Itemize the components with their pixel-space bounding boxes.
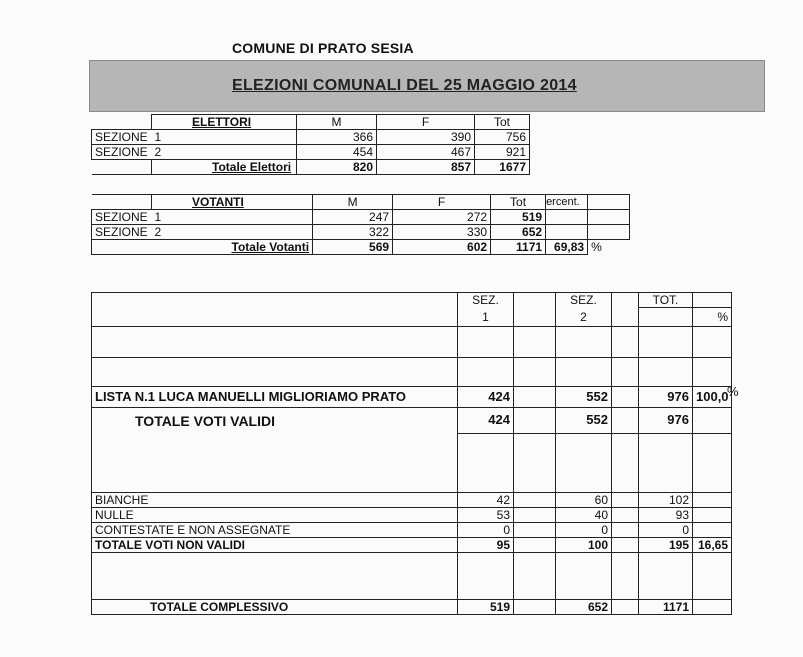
lista-label: LISTA N.1 LUCA MANUELLI MIGLIORIAMO PRATO: [92, 386, 458, 407]
cell-tot: 756: [475, 130, 530, 145]
nulle-sez2: 40: [556, 507, 612, 522]
lista-perc: 100,0: [693, 386, 732, 407]
votanti-table: [91, 194, 630, 255]
total-m: 569: [313, 240, 393, 255]
table-row: [92, 160, 530, 175]
table-row: [92, 537, 732, 552]
cell-f: 467: [377, 145, 475, 160]
validi-sez1: 424: [458, 407, 514, 434]
elettori-title: ELETTORI: [152, 115, 297, 130]
table-row: [92, 145, 530, 160]
contestate-sez1: 0: [458, 522, 514, 537]
total-label: Totale Elettori: [152, 160, 297, 175]
validi-sez2: 552: [556, 407, 612, 434]
risultati-table: [91, 292, 732, 615]
table-row: [92, 326, 732, 357]
perc-sign: %: [591, 240, 602, 255]
col-header-perc: %: [693, 308, 732, 327]
col-header-sez1: SEZ.: [458, 293, 514, 308]
lista-tot: 976: [639, 386, 693, 407]
cell-f: 330: [393, 225, 491, 240]
row-num: 2: [152, 225, 313, 240]
cell-tot: 652: [491, 225, 546, 240]
table-row: [92, 357, 732, 386]
bianche-label: BIANCHE: [92, 492, 458, 507]
bianche-sez1: 42: [458, 492, 514, 507]
nulle-label: NULLE: [92, 507, 458, 522]
nulle-sez1: 53: [458, 507, 514, 522]
cell-m: 322: [313, 225, 393, 240]
table-row: [92, 434, 732, 493]
table-row: [92, 195, 630, 210]
col-header-m: M: [297, 115, 377, 130]
total-f: 602: [393, 240, 491, 255]
table-row: [92, 225, 630, 240]
col-header-tot: Tot: [475, 115, 530, 130]
election-title: ELEZIONI COMUNALI DEL 25 MAGGIO 2014: [232, 77, 577, 94]
col-header-tot: Tot: [491, 195, 546, 210]
col-header-f: F: [377, 115, 475, 130]
row-num: 2: [152, 145, 297, 160]
cell-m: 454: [297, 145, 377, 160]
nonvalidi-perc: 16,65: [693, 537, 732, 552]
col-header-sez2: SEZ.: [556, 293, 612, 308]
bianche-sez2: 60: [556, 492, 612, 507]
contestate-sez2: 0: [556, 522, 612, 537]
elettori-table: [91, 114, 530, 175]
lista-sez2: 552: [556, 386, 612, 407]
row-label: SEZIONE: [92, 210, 152, 225]
lista-perc-sign: %: [727, 384, 739, 399]
cell-f: 272: [393, 210, 491, 225]
table-row: [92, 599, 732, 614]
validi-label: TOTALE VOTI VALIDI: [92, 407, 458, 434]
nonvalidi-tot: 195: [639, 537, 693, 552]
table-row: [92, 386, 732, 407]
lista-sez1: 424: [458, 386, 514, 407]
col-header-sez2-num: 2: [556, 308, 612, 327]
table-row: [92, 210, 630, 225]
col-header-m: M: [313, 195, 393, 210]
cell-f: 390: [377, 130, 475, 145]
table-row: [92, 492, 732, 507]
table-row: [92, 407, 732, 434]
validi-tot: 976: [639, 407, 693, 434]
table-row: [92, 308, 732, 327]
votanti-title: VOTANTI: [152, 195, 313, 210]
comune-title: COMUNE DI PRATO SESIA: [232, 40, 414, 56]
cell-m: 366: [297, 130, 377, 145]
contestate-tot: 0: [639, 522, 693, 537]
total-perc: 69,83: [546, 240, 588, 255]
nonvalidi-sez2: 100: [556, 537, 612, 552]
cell-tot: 921: [475, 145, 530, 160]
election-banner: [89, 60, 765, 112]
total-m: 820: [297, 160, 377, 175]
complessivo-label: TOTALE COMPLESSIVO: [92, 599, 458, 614]
table-row: [92, 507, 732, 522]
col-header-perc: ercent.: [546, 195, 588, 210]
complessivo-tot: 1171: [639, 599, 693, 614]
row-num: 1: [152, 130, 297, 145]
nulle-tot: 93: [639, 507, 693, 522]
nonvalidi-label: TOTALE VOTI NON VALIDI: [92, 537, 458, 552]
nonvalidi-sez1: 95: [458, 537, 514, 552]
col-header-f: F: [393, 195, 491, 210]
total-tot: 1171: [491, 240, 546, 255]
complessivo-sez1: 519: [458, 599, 514, 614]
col-header-tot: TOT.: [639, 293, 693, 308]
total-tot: 1677: [475, 160, 530, 175]
cell-tot: 519: [491, 210, 546, 225]
row-label: SEZIONE: [92, 225, 152, 240]
row-num: 1: [152, 210, 313, 225]
total-label: Totale Votanti: [152, 240, 313, 255]
contestate-label: CONTESTATE E NON ASSEGNATE: [92, 522, 458, 537]
complessivo-sez2: 652: [556, 599, 612, 614]
col-header-sez1-num: 1: [458, 308, 514, 327]
table-row: [92, 522, 732, 537]
cell-m: 247: [313, 210, 393, 225]
row-label: SEZIONE: [92, 130, 152, 145]
bianche-tot: 102: [639, 492, 693, 507]
row-label: SEZIONE: [92, 145, 152, 160]
table-row: [92, 240, 630, 255]
table-row: [92, 115, 530, 130]
table-row: [92, 130, 530, 145]
total-f: 857: [377, 160, 475, 175]
table-row: [92, 552, 732, 599]
table-row: [92, 293, 732, 308]
